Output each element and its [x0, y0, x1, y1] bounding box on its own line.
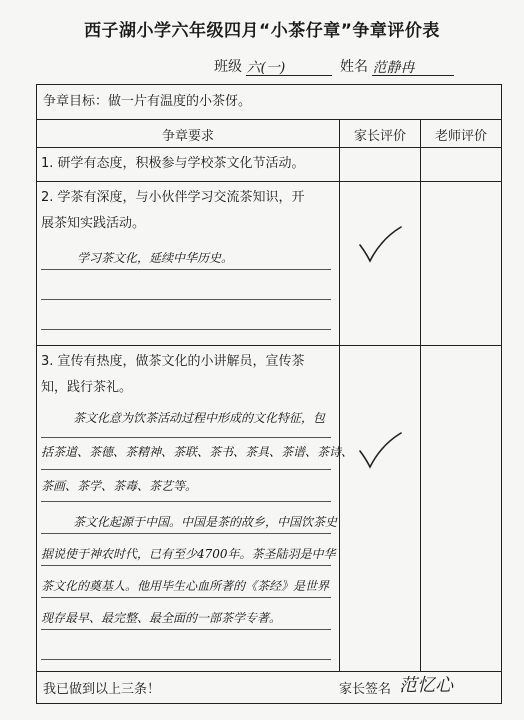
goal-text: 争章目标：做一片有温度的小茶伢。	[43, 94, 252, 109]
name-label: 姓名	[340, 59, 368, 75]
handwritten-line: 茶文化起源于中国。中国是茶的故乡，中国饮茶史	[73, 515, 338, 529]
class-field	[214, 56, 332, 76]
writing-line	[41, 501, 331, 502]
class-value: 六(一)	[246, 57, 332, 76]
requirement-2-line1: 2. 学茶有深度，与小伙伴学习交流茶知识，开	[41, 190, 305, 205]
row-divider	[37, 119, 501, 120]
header-parent: 家长评价	[353, 129, 406, 144]
writing-line	[41, 597, 331, 598]
sign-label: 家长签名	[339, 682, 392, 697]
writing-line	[41, 629, 331, 630]
row-divider	[37, 345, 501, 346]
done-statement: 我已做到以上三条！	[43, 682, 161, 697]
handwritten-line: 括茶道、茶德、茶精神、茶联、茶书、茶具、茶谱、茶诗、	[41, 445, 354, 459]
page-title: 西子湖小学六年级四月“小茶仔章”争章评价表	[84, 21, 440, 41]
handwritten-line: 茶文化的奠基人。他用毕生心血所著的《茶经》是世界	[41, 579, 330, 593]
requirement-3-line1: 3. 宣传有热度，做茶文化的小讲解员，宣传茶	[41, 354, 305, 369]
writing-line	[41, 437, 331, 438]
evaluation-table	[36, 84, 502, 704]
row-divider	[37, 147, 501, 148]
class-label: 班级	[214, 59, 242, 75]
row-divider	[37, 671, 501, 672]
requirement-1: 1. 研学有态度，积极参与学校茶文化节活动。	[41, 156, 305, 171]
writing-line	[41, 329, 331, 330]
row-divider	[37, 181, 501, 182]
writing-line	[41, 565, 331, 566]
handwritten-line: 现存最早、最完整、最全面的一部茶学专著。	[41, 611, 282, 625]
header-teacher: 老师评价	[434, 129, 487, 144]
parent-check-2-icon	[357, 225, 403, 265]
writing-line	[41, 659, 331, 660]
parent-signature: 范忆心	[399, 675, 453, 696]
handwritten-line: 据说使于神农时代，已有至少4700年。茶圣陆羽是中华	[41, 547, 336, 561]
writing-line	[41, 299, 331, 300]
writing-line	[41, 269, 331, 270]
handwritten-line: 茶画、茶学、茶毒、茶艺等。	[41, 479, 198, 493]
handwritten-line: 茶文化意为饮茶活动过程中形成的文化特征，包	[73, 411, 326, 425]
parent-check-3-icon	[357, 431, 403, 471]
name-value: 范静冉	[372, 57, 454, 76]
writing-line	[41, 533, 331, 534]
requirement-2-line2: 展茶知实践活动。	[41, 216, 146, 231]
col-divider	[339, 119, 340, 671]
requirement-3-line2: 知，践行茶礼。	[41, 380, 133, 395]
header-requirement: 争章要求	[161, 129, 214, 144]
handwritten-answer-2: 学习茶文化，延续中华历史。	[77, 251, 234, 265]
name-field	[340, 56, 454, 76]
writing-line	[41, 469, 331, 470]
col-divider	[420, 119, 421, 671]
